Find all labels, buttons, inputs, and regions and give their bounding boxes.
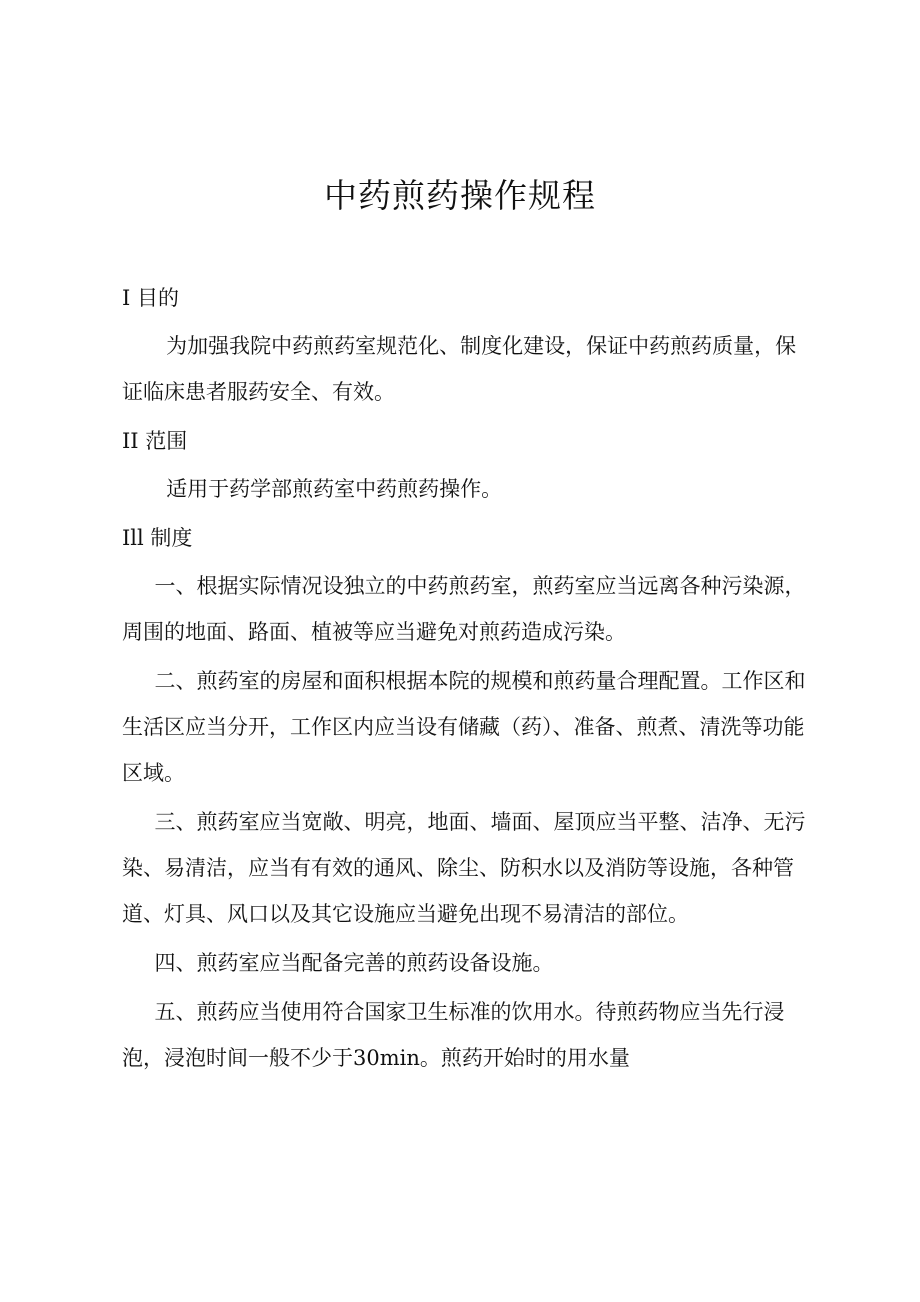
rule-clause-2: 二、煎药室的房屋和面积根据本院的规模和煎药量合理配置。工作区和生活区应当分开，工作区内应当设有储藏（药）、准备、煎煮、清洗等功能区域。 xyxy=(122,669,806,785)
section-heading-purpose: I 目的 xyxy=(122,286,179,310)
section-heading-scope: II 范围 xyxy=(122,429,188,453)
section-heading-rules: Ill 制度 xyxy=(122,526,193,550)
document-body xyxy=(122,275,812,1081)
section-scope xyxy=(122,418,812,512)
section-rules xyxy=(122,515,812,1081)
rule-clause-3: 三、煎药室应当宽敞、明亮，地面、墙面、屋顶应当平整、洁净、无污染、易清洁，应当有有效的通风、除尘、防积水以及消防等设施，各种管道、灯具、风口以及其它设施应当避免出现不易清洁的部位。 xyxy=(122,810,806,926)
purpose-paragraph: 为加强我院中药煎药室规范化、制度化建设，保证中药煎药质量，保证临床患者服药安全、有效。 xyxy=(122,334,797,404)
rule-clause-5: 五、煎药应当使用符合国家卫生标准的饮用水。待煎药物应当先行浸泡，浸泡时间一般不少于30min。煎药开始时的用水量 xyxy=(122,1000,785,1070)
section-purpose xyxy=(122,275,812,415)
scope-paragraph: 适用于药学部煎药室中药煎药操作。 xyxy=(166,477,503,501)
page-title: 中药煎药操作规程 xyxy=(324,176,596,215)
rule-clause-4: 四、煎药室应当配备完善的煎药设备设施。 xyxy=(154,951,554,975)
rule-clause-1: 一、根据实际情况设独立的中药煎药室，煎药室应当远离各种污染源，周围的地面、路面、植被等应当避免对煎药造成污染。 xyxy=(122,574,806,644)
